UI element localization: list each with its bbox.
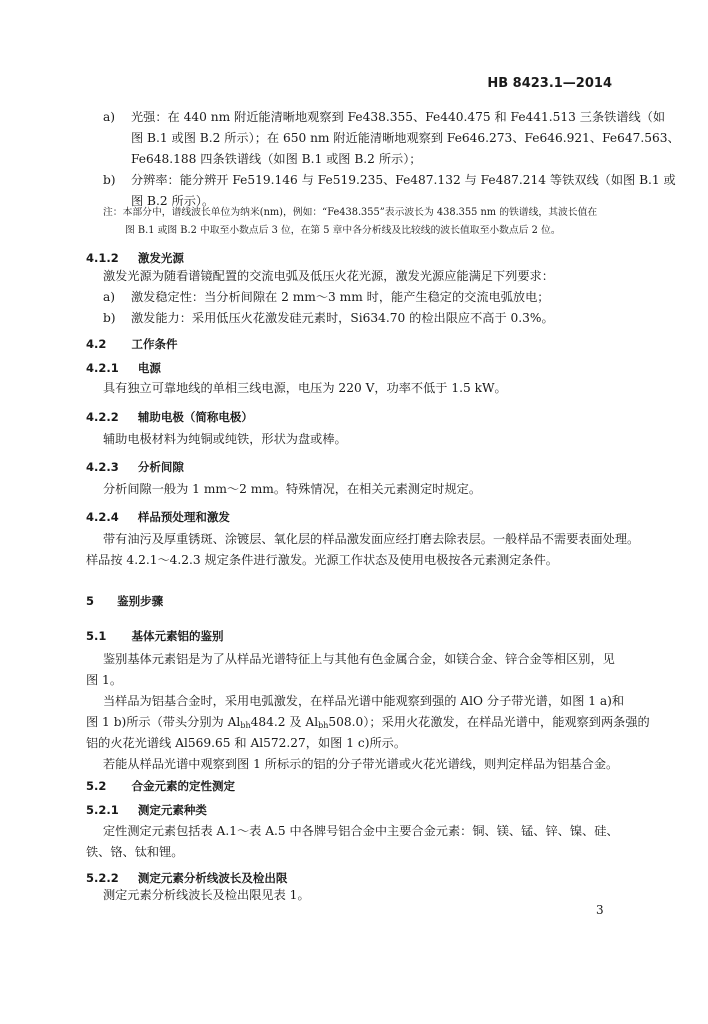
section-number: 4.2.1 (86, 361, 119, 375)
section-title: 鉴别步骤 (117, 594, 164, 608)
list-mark: b) (103, 311, 116, 325)
section-number: 4.2.2 (86, 410, 119, 424)
list-line: 图 B.2 所示）。 (131, 194, 215, 208)
section-title: 合金元素的定性测定 (131, 779, 235, 793)
paragraph-line: 铁、铬、钛和锂。 (86, 845, 184, 859)
list-line: Fe648.188 四条铁谱线（如图 B.1 或图 B.2 所示）； (131, 152, 422, 166)
list-mark: a) (103, 290, 116, 304)
chapter-heading-5 (86, 590, 163, 609)
section-number: 5 (86, 594, 95, 608)
section-number: 4.1.2 (86, 251, 119, 265)
list-mark: a) (103, 110, 116, 124)
section-number: 5.1 (86, 629, 107, 643)
paragraph: 测定元素分析线波长及检出限见表 1。 (103, 888, 310, 902)
section-title: 电源 (137, 361, 161, 375)
paragraph: 具有独立可靠地线的单相三线电源，电压为 220 V，功率不低于 1.5 kW。 (103, 381, 507, 395)
list-item-a (103, 107, 665, 128)
section-number: 4.2.4 (86, 510, 119, 524)
document-number: HB 8423.1—2014 (487, 76, 612, 91)
paragraph-line: 样品按 4.2.1～4.2.3 规定条件进行激发。光源工作状态及使用电极按各元素测定条件。 (86, 553, 558, 567)
section-title: 基体元素铝的鉴别 (131, 629, 224, 643)
section-heading-5-2-2 (86, 867, 287, 886)
section-heading-5-1 (86, 625, 223, 644)
section-heading-4-2-4 (86, 506, 230, 525)
list-item-b (103, 308, 554, 329)
list-item-a (103, 287, 549, 308)
section-number: 5.2.1 (86, 803, 119, 817)
section-number: 5.2.2 (86, 871, 119, 885)
paragraph-line: 定性测定元素包括表 A.1～表 A.5 中各牌号铝合金中主要合金元素：铜、镁、锰、锌、镍、硅、 (103, 824, 619, 838)
section-title: 工作条件 (131, 337, 178, 351)
list-line: 激发能力：采用低压火花激发硅元素时，Si634.70 的检出限应不高于 0.3%。 (131, 311, 554, 325)
section-heading-5-2-1 (86, 799, 207, 818)
list-mark: b) (103, 173, 116, 187)
paragraph: 分析间隙一般为 1 mm～2 mm。特殊情况，在相关元素测定时规定。 (103, 482, 482, 496)
section-title: 测定元素分析线波长及检出限 (137, 871, 288, 885)
section-title: 样品预处理和激发 (137, 510, 230, 524)
section-number: 4.2.3 (86, 460, 119, 474)
section-title: 辅助电极（简称电极） (137, 410, 253, 424)
section-heading-4-1-2 (86, 247, 184, 266)
paragraph-line: 带有油污及厚重锈斑、涂镀层、氧化层的样品激发面应经打磨去除表层。一般样品不需要表面处理。 (103, 532, 640, 546)
section-number: 5.2 (86, 779, 107, 793)
list-line: 激发稳定性：当分析间隙在 2 mm～3 mm 时，能产生稳定的交流电弧放电； (131, 290, 550, 304)
section-heading-4-2-1 (86, 357, 161, 376)
paragraph-line: 当样品为铝基合金时，采用电弧激发，在样品光谱中能观察到强的 AlO 分子带光谱，如图 1 a)和 (103, 694, 625, 708)
subscript: bh (240, 721, 251, 730)
text-run: 484.2 及 Al (250, 715, 319, 729)
section-heading-4-2-2 (86, 406, 253, 425)
paragraph: 辅助电极材料为纯铜或纯铁，形状为盘或棒。 (103, 432, 347, 446)
section-heading-4-2 (86, 333, 177, 352)
section-title: 测定元素种类 (137, 803, 207, 817)
text-run: 508.0）；采用火花激发，在样品光谱中，能观察到两条强的 (328, 715, 650, 729)
page-number: 3 (596, 903, 604, 917)
list-line: 图 B.1 或图 B.2 所示）；在 650 nm 附近能清晰地观察到 Fe646.273、Fe646.921、Fe647.563、 (131, 131, 680, 145)
paragraph-line: 铝的火花光谱线 Al569.65 和 Al572.27，如图 1 c)所示。 (86, 736, 407, 750)
note-line: 图 B.1 或图 B.2 中取至小数点后 3 位，在第 5 章中各分析线及比较线的波长值取至小数点后 2 位。 (125, 225, 561, 236)
note-line: 注：本部分中，谱线波长单位为纳米(nm)，例如：“Fe438.355”表示波长为 438.355 nm 的铁谱线，其波长值在 (103, 207, 598, 218)
list-line: 光强：在 440 nm 附近能清晰地观察到 Fe438.355、Fe440.475 和 Fe441.513 三条铁谱线（如 (131, 110, 666, 124)
subscript: bh (318, 721, 329, 730)
list-line: 分辨率：能分辨开 Fe519.146 与 Fe519.235、Fe487.132 与 Fe487.214 等铁双线（如图 B.1 或 (131, 173, 676, 187)
section-heading-5-2 (86, 775, 235, 794)
section-number: 4.2 (86, 337, 107, 351)
paragraph-line: 若能从样品光谱中观察到图 1 所标示的铝的分子带光谱或火花光谱线，则判定样品为铝基合金。 (103, 757, 619, 771)
paragraph-line: 鉴别基体元素铝是为了从样品光谱特征上与其他有色金属合金，如镁合金、锌合金等相区别，见 (103, 652, 615, 666)
text-run: 图 1 b)所示（带头分别为 Al (86, 715, 241, 729)
section-title: 分析间隙 (137, 460, 184, 474)
section-heading-4-2-3 (86, 456, 184, 475)
list-item-b (103, 170, 676, 191)
paragraph: 激发光源为随看谱镜配置的交流电弧及低压火花光源，激发光源应能满足下列要求： (103, 269, 554, 283)
paragraph-line: 图 1。 (86, 673, 123, 687)
section-title: 激发光源 (137, 251, 184, 265)
